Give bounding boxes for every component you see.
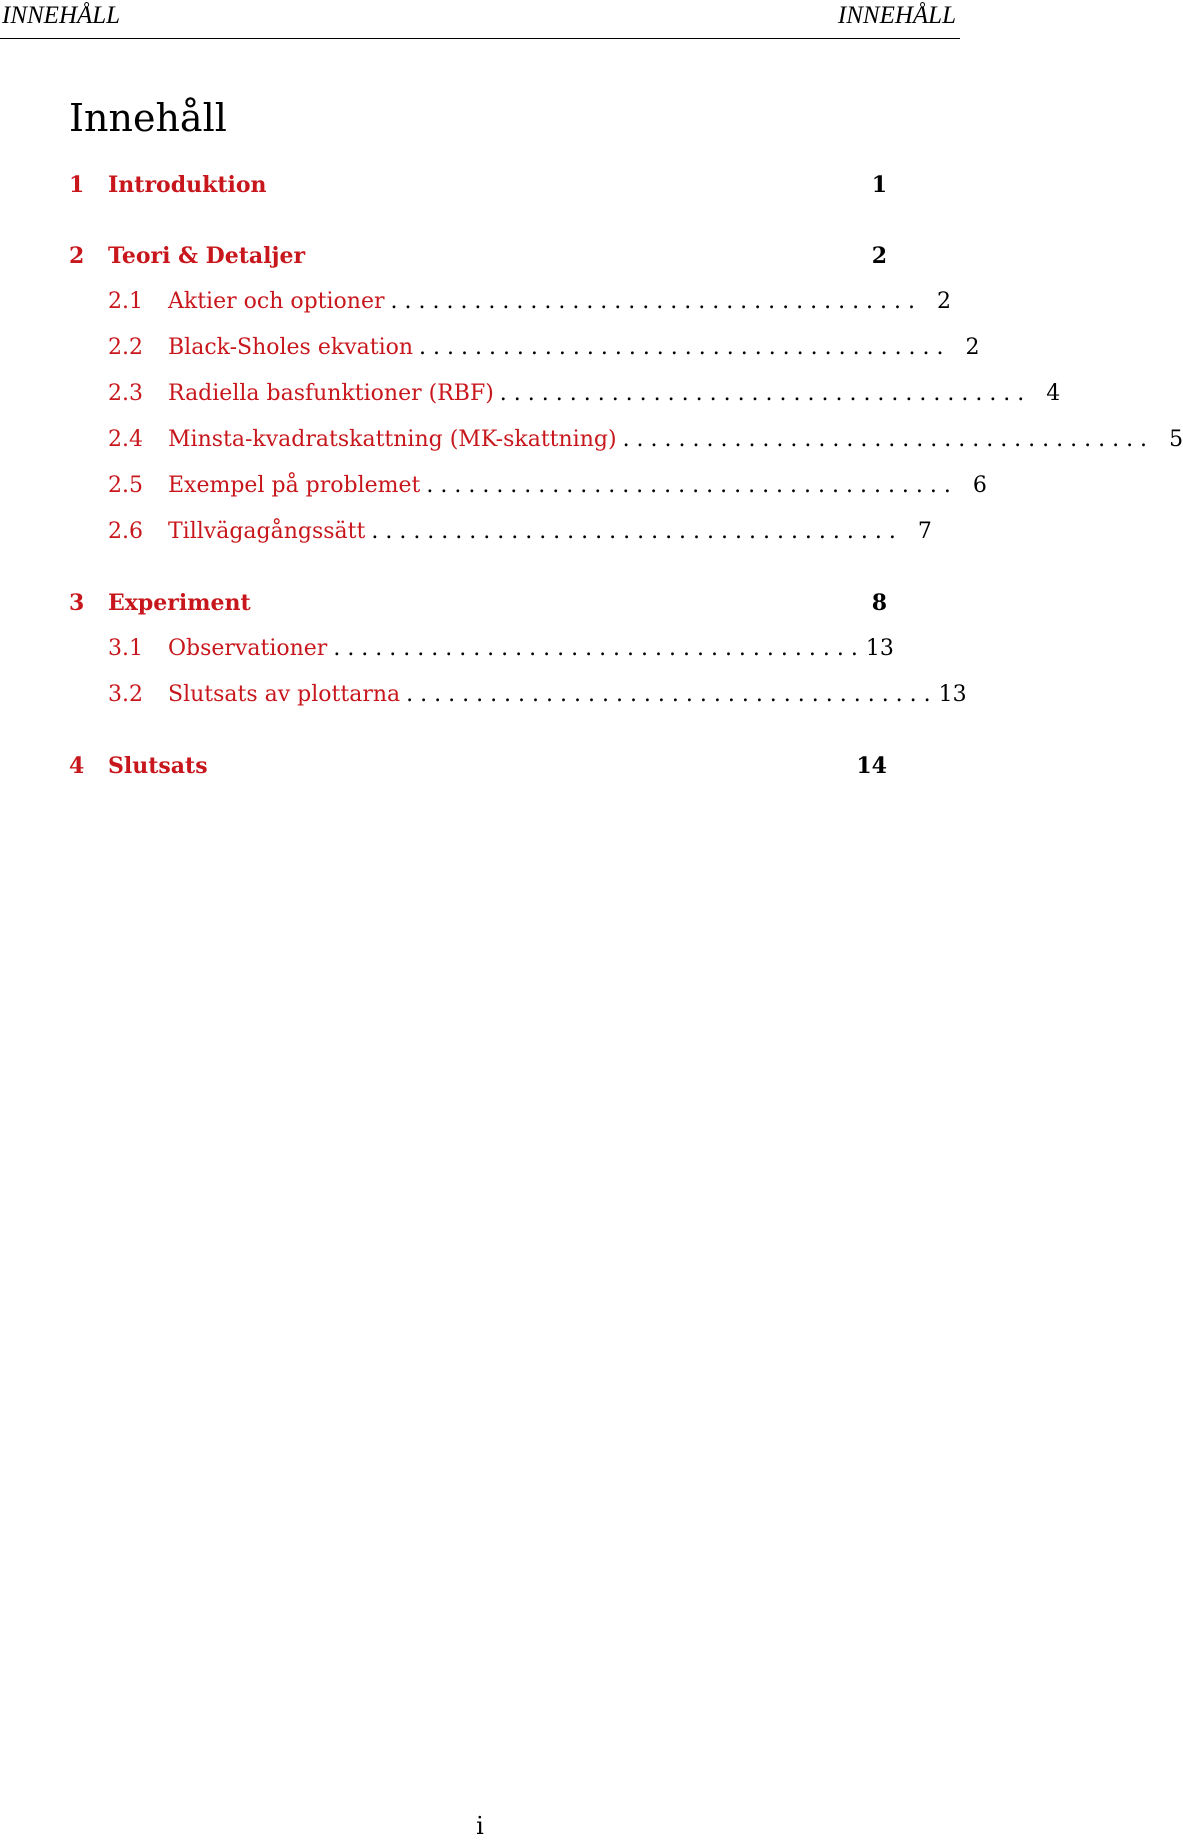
toc-section-link[interactable] bbox=[69, 753, 887, 799]
toc-subsection-link[interactable] bbox=[108, 335, 980, 381]
dot-leader: . . . . . . . . . . . . . . . . . . . . . . . . . . . . . . . . . . . . . . bbox=[419, 335, 944, 360]
toc-section-link[interactable] bbox=[69, 590, 887, 636]
subsection-page: 4 bbox=[1046, 381, 1061, 406]
subsection-title: Minsta-kvadratskattning (MK-skattning) bbox=[168, 427, 617, 452]
section-number: 1 bbox=[69, 172, 85, 198]
subsection-title: Radiella basfunktioner (RBF) bbox=[168, 381, 494, 406]
dot-leader: . . . . . . . . . . . . . . . . . . . . . . . . . . . . . . . . . . . . . . bbox=[426, 473, 951, 498]
toc-title: Innehåll bbox=[69, 96, 227, 140]
page-number: i bbox=[476, 1812, 484, 1840]
toc-subsection-link[interactable] bbox=[108, 289, 952, 335]
dot-leader: . . . . . . . . . . . . . . . . . . . . . . . . . . . . . . . . . . . . . . bbox=[622, 427, 1148, 452]
toc-subsection-link[interactable] bbox=[108, 682, 967, 728]
section-page: 2 bbox=[871, 243, 887, 269]
subsection-number: 2.3 bbox=[108, 381, 143, 406]
section-title: Teori & Detaljer bbox=[108, 243, 306, 269]
section-title: Experiment bbox=[108, 590, 251, 616]
section-page: 14 bbox=[856, 753, 887, 779]
subsection-page: 2 bbox=[965, 335, 980, 360]
section-number: 3 bbox=[69, 590, 85, 616]
subsection-page: 5 bbox=[1169, 427, 1183, 452]
subsection-page: 13 bbox=[865, 636, 894, 661]
toc-section-link[interactable] bbox=[69, 243, 887, 289]
subsection-number: 3.2 bbox=[108, 682, 143, 707]
section-title: Slutsats bbox=[108, 753, 208, 779]
subsection-title: Tillvägagångssätt bbox=[168, 519, 366, 544]
subsection-title: Observationer bbox=[168, 636, 328, 661]
subsection-number: 2.4 bbox=[108, 427, 143, 452]
toc-subsection-link[interactable] bbox=[108, 427, 1183, 473]
toc-section bbox=[69, 590, 967, 728]
section-number: 2 bbox=[69, 243, 85, 269]
subsection-title: Black-Sholes ekvation bbox=[168, 335, 414, 360]
subsection-number: 3.1 bbox=[108, 636, 143, 661]
section-page: 1 bbox=[871, 172, 887, 198]
subsection-title: Exempel på problemet bbox=[168, 473, 421, 498]
toc-section bbox=[69, 172, 887, 218]
running-head-left: INNEHÅLL bbox=[2, 2, 121, 29]
subsection-page: 6 bbox=[972, 473, 987, 498]
toc-subsection-link[interactable] bbox=[108, 519, 932, 565]
dot-leader: . . . . . . . . . . . . . . . . . . . . . . . . . . . . . . . . . . . . . . bbox=[390, 289, 916, 314]
section-title: Introduktion bbox=[108, 172, 267, 198]
dot-leader: . . . . . . . . . . . . . . . . . . . . . . . . . . . . . . . . . . . . . . bbox=[333, 636, 858, 661]
toc-section bbox=[69, 243, 1183, 565]
subsection-number: 2.6 bbox=[108, 519, 143, 544]
subsection-page: 7 bbox=[917, 519, 932, 544]
subsection-number: 2.5 bbox=[108, 473, 143, 498]
section-page: 8 bbox=[871, 590, 887, 616]
running-head bbox=[0, 0, 960, 39]
subsection-title: Aktier och optioner bbox=[168, 289, 385, 314]
toc-section bbox=[69, 753, 887, 799]
toc-subsection-link[interactable] bbox=[108, 636, 894, 682]
toc-subsection-link[interactable] bbox=[108, 473, 987, 519]
running-head-right: INNEHÅLL bbox=[837, 2, 956, 29]
section-number: 4 bbox=[69, 753, 85, 779]
toc-section-link[interactable] bbox=[69, 172, 887, 218]
subsection-page: 2 bbox=[937, 289, 952, 314]
subsection-number: 2.1 bbox=[108, 289, 143, 314]
subsection-number: 2.2 bbox=[108, 335, 143, 360]
subsection-title: Slutsats av plottarna bbox=[168, 682, 401, 707]
dot-leader: . . . . . . . . . . . . . . . . . . . . . . . . . . . . . . . . . . . . . . bbox=[499, 381, 1025, 406]
dot-leader: . . . . . . . . . . . . . . . . . . . . . . . . . . . . . . . . . . . . . . bbox=[406, 682, 931, 707]
toc-subsection-link[interactable] bbox=[108, 381, 1061, 427]
dot-leader: . . . . . . . . . . . . . . . . . . . . . . . . . . . . . . . . . . . . . . bbox=[371, 519, 896, 544]
table-of-contents bbox=[69, 172, 1183, 824]
subsection-page: 13 bbox=[938, 682, 967, 707]
